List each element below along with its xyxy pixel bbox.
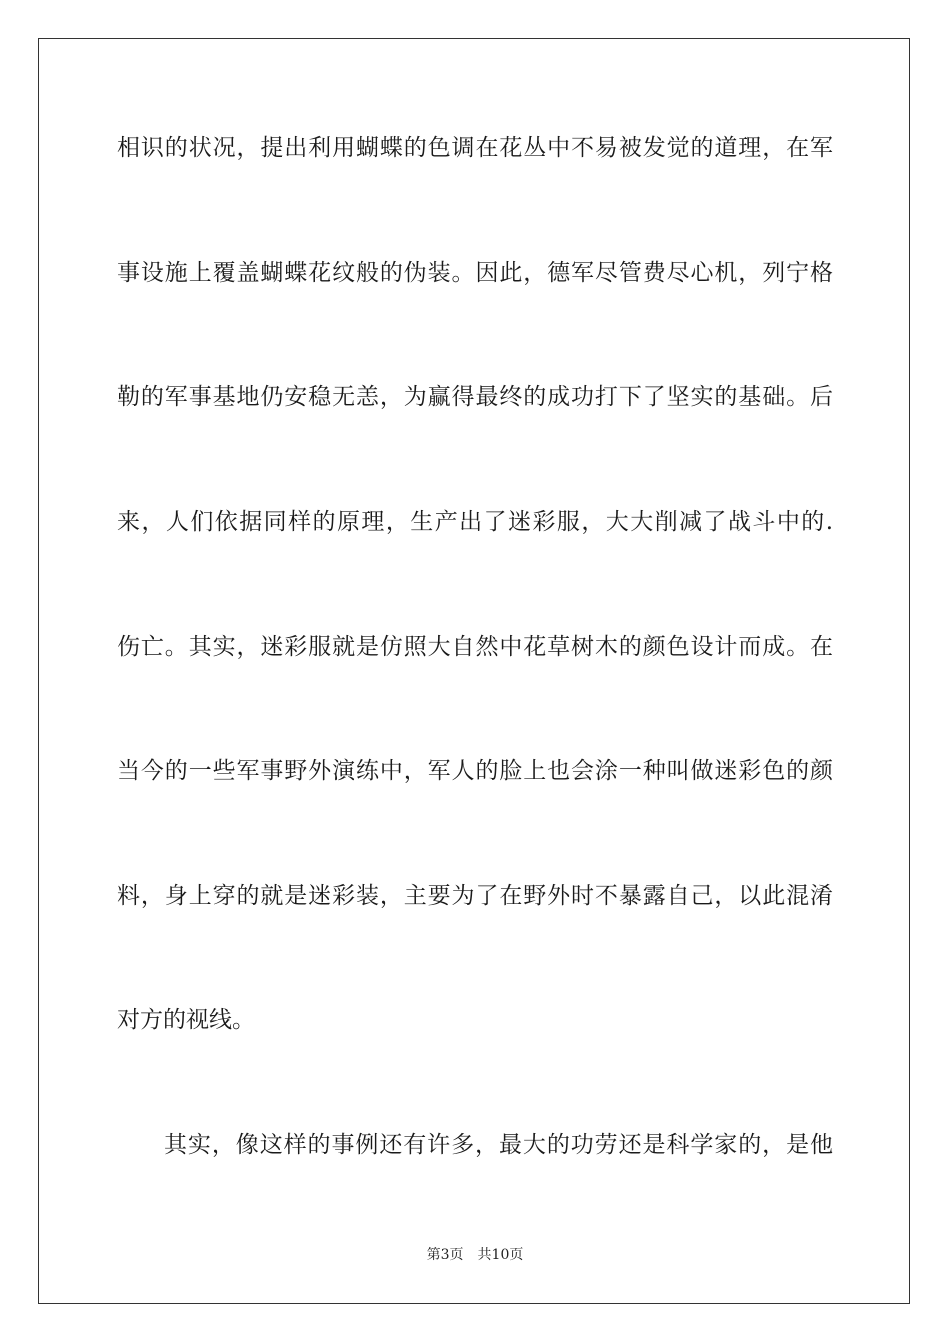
- page-border: [38, 38, 910, 1304]
- page-total: 共10页: [477, 1247, 524, 1263]
- body-text-line: 对方的视线。: [117, 1007, 255, 1033]
- body-text-line: 事设施上覆盖蝴蝶花纹般的伪装。因此，德军尽管费尽心机，列宁格: [117, 260, 833, 286]
- body-text-line: 其实，像这样的事例还有许多，最大的功劳还是科学家的，是他: [164, 1132, 833, 1158]
- body-text-line: 相识的状况，提出利用蝴蝶的色调在花丛中不易被发觉的道理，在军: [117, 135, 833, 161]
- body-text-line: 当今的一些军事野外演练中，军人的脸上也会涂一种叫做迷彩色的颜: [117, 758, 833, 784]
- page-footer: [0, 1245, 950, 1265]
- body-text-line: 勒的军事基地仍安稳无恙，为赢得最终的成功打下了坚实的基础。后: [117, 384, 833, 410]
- body-text-line: 来，人们依据同样的原理，生产出了迷彩服，大大削减了战斗中的.: [117, 509, 833, 535]
- page-number: 第3页: [426, 1247, 464, 1263]
- body-text-line: 伤亡。其实，迷彩服就是仿照大自然中花草树木的颜色设计而成。在: [117, 634, 833, 660]
- body-text-line: 料，身上穿的就是迷彩装，主要为了在野外时不暴露自己，以此混淆: [117, 883, 833, 909]
